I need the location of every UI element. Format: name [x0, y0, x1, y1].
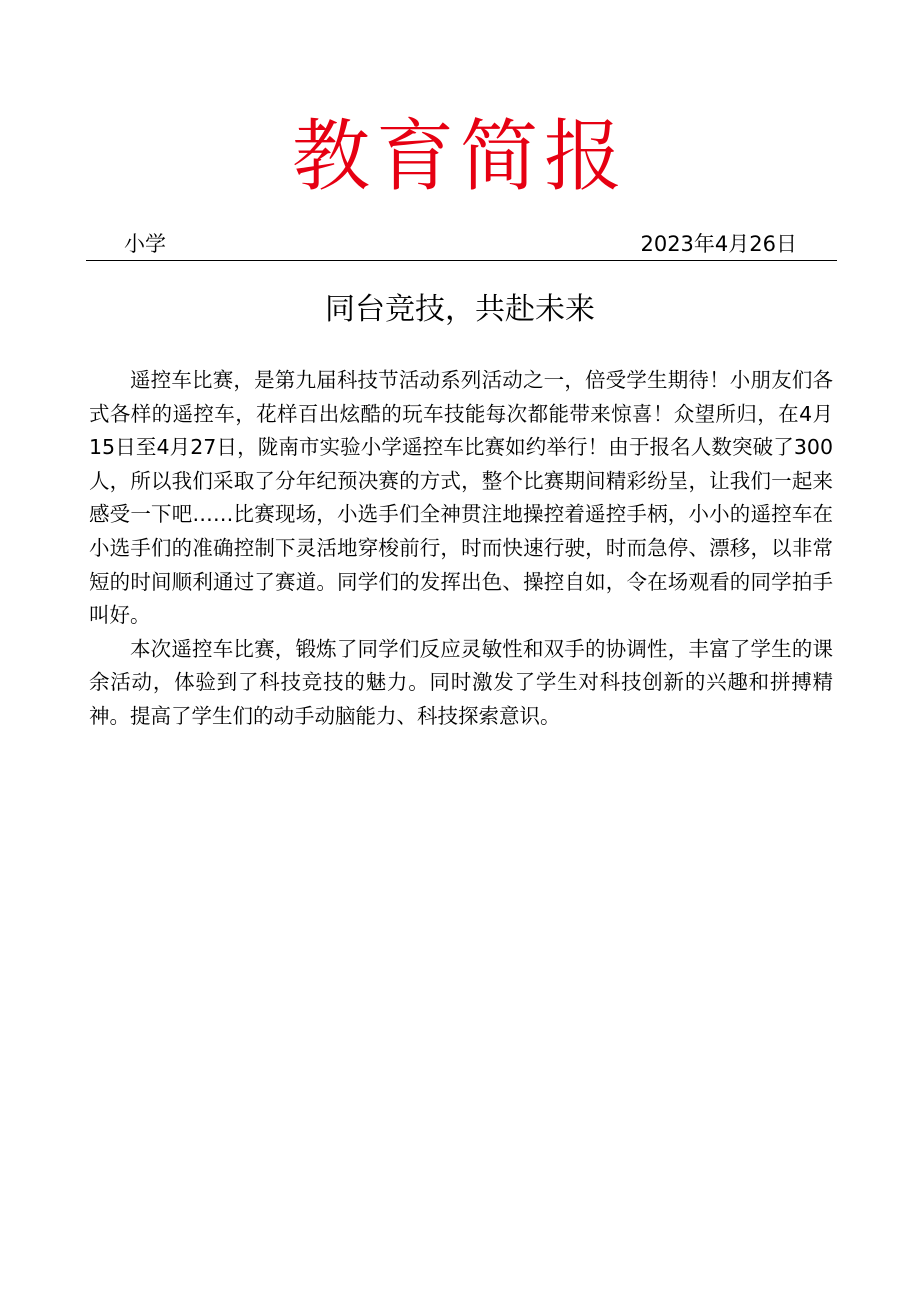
article-paragraph: 本次遥控车比赛，锻炼了同学们反应灵敏性和双手的协调性，丰富了学生的课余活动，体验到了科技竞技的魅力。同时激发了学生对科技创新的兴趣和拼搏精神。提高了学生们的动手动脑能力、科技探索意识。 [89, 636, 833, 728]
article-paragraph: 遥控车比赛，是第九届科技节活动系列活动之一，倍受学生期待！小朋友们各式各样的遥控车，花样百出炫酷的玩车技能每次都能带来惊喜！众望所归，在4月15日至4月27日，陇南市实验小学遥控车比赛如约举行！由于报名人数突破了300人，所以我们采取了分年纪预决赛的方式，整个比赛期间精彩纷呈，让我们一起来感受一下吧……比赛现场，小选手们全神贯注地操控着遥控手柄，小小的遥控车在小选手们的准确控制下灵活地穿梭前行，时而快速行驶，时而急停、漂移，以非常短的时间顺利通过了赛道。同学们的发挥出色、操控自如，令在场观看的同学拍手叫好。 [89, 368, 833, 628]
header-divider [86, 260, 837, 261]
meta-row [86, 228, 837, 260]
masthead-title: 教育简报 [291, 112, 628, 202]
article-headline: 同台竞技，共赴未来 [325, 292, 595, 327]
organization-name: 小学 [124, 232, 166, 256]
issue-date: 2023年4月26日 [640, 232, 797, 256]
article-body [89, 364, 833, 734]
